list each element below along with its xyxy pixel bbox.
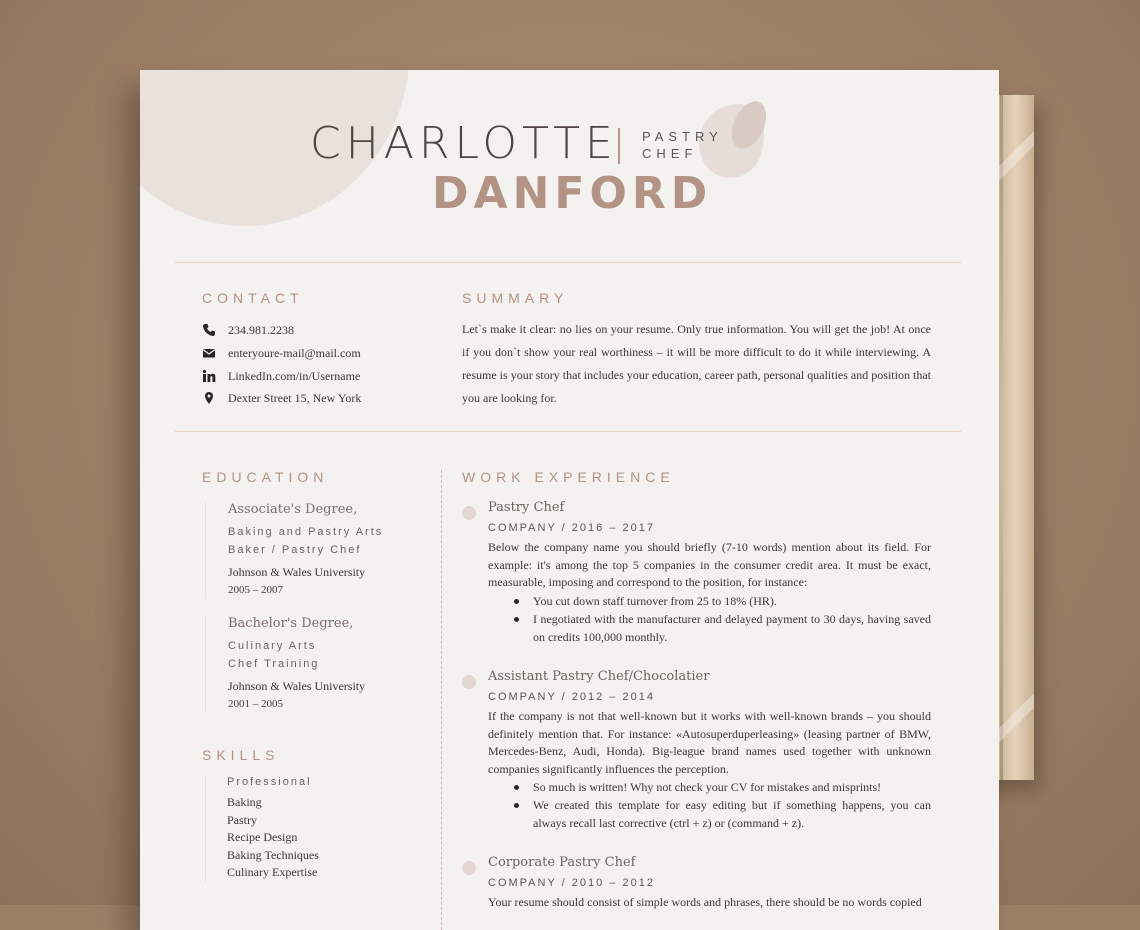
wood-board-highlight	[998, 95, 1034, 780]
divider-top	[175, 262, 961, 263]
education-school: Johnson & Wales University	[228, 679, 366, 693]
contact-linkedin-text: LinkedIn.com/in/Username	[228, 368, 361, 383]
contact-address-text: Dexter Street 15, New York	[228, 390, 362, 405]
contact-email-text: enteryoure-mail@mail.com	[228, 345, 361, 360]
skill-item: Pastry	[227, 812, 257, 827]
job-title: PASTRY CHEF	[642, 129, 723, 161]
mail-icon	[202, 346, 216, 360]
education-entry-1	[205, 502, 383, 599]
education-degree: Associate's Degree,	[228, 502, 358, 517]
location-pin-icon	[202, 391, 216, 405]
education-heading: EDUCATION	[202, 469, 329, 485]
job-entry-3	[462, 855, 931, 912]
job-bullets	[488, 778, 931, 832]
education-field: Chef Training	[228, 658, 320, 670]
contact-heading: CONTACT	[202, 290, 304, 306]
skill-item: Culinary Expertise	[227, 865, 318, 879]
job-bullet-dot	[462, 506, 476, 520]
education-years: 2001 – 2005	[228, 698, 283, 710]
job-bullet-item: So much is written! Why not check your CV for mistakes and misprints!	[533, 778, 931, 796]
work-heading: WORK EXPERIENCE	[462, 469, 675, 485]
first-name: CHARLOTTE	[310, 118, 618, 169]
job-bullets	[488, 592, 931, 646]
job-description: Your resume should consist of simple words and phrases, there should be no words copied	[488, 895, 922, 909]
job-description: Below the company name you should briefly (7-10 words) mention about its field. For example: it's among the top 5 companies in the consumer credit area. It must be exact, measurable, imposing and correspond to the position, for instance:	[488, 540, 931, 589]
job-bullet-item: I negotiated with the manufacturer and delayed payment to 30 days, having saved on credits 100,000 monthly.	[533, 611, 931, 644]
contact-linkedin	[202, 366, 360, 386]
contact-phone	[202, 320, 294, 340]
skills-category: Professional	[227, 776, 312, 788]
job-bullet-dot	[462, 861, 476, 875]
contact-email	[202, 343, 361, 363]
education-field: Culinary Arts	[228, 640, 317, 652]
name-divider	[618, 128, 620, 164]
education-years: 2005 – 2007	[228, 584, 283, 596]
job-meta: COMPANY / 2016 – 2017	[488, 522, 655, 534]
linkedin-icon	[202, 369, 216, 383]
job-title: Pastry Chef	[488, 500, 565, 515]
column-divider	[441, 470, 442, 930]
job-description: If the company is not that well-known but it works with well-known brands – you should definitely mention that. For instance: «Autosuperduperleasing» (leasing partner of BMW, Mercedes-Benz, Audi, Honda). Big-league brand names used together with unknown companies significantly influences the perception.	[488, 709, 931, 776]
skills-list	[205, 776, 319, 882]
education-degree: Bachelor's Degree,	[228, 616, 354, 631]
contact-address	[202, 388, 361, 408]
education-field: Baker / Pastry Chef	[228, 544, 362, 556]
resume-page	[140, 70, 999, 930]
phone-icon	[202, 323, 216, 337]
job-title: Corporate Pastry Chef	[488, 855, 636, 870]
education-field: Baking and Pastry Arts	[228, 526, 384, 538]
skill-item: Recipe Design	[227, 830, 298, 844]
job-title: Assistant Pastry Chef/Chocolatier	[488, 669, 710, 684]
summary-heading: SUMMARY	[462, 290, 569, 306]
divider-middle	[175, 431, 961, 432]
job-entry-1	[462, 500, 931, 646]
job-bullet-item: We created this template for easy editing but if something happens, you can always recall last corrective (ctrl + z) or (command + z).	[533, 798, 931, 830]
education-school: Johnson & Wales University	[228, 565, 366, 579]
skill-item: Baking	[227, 795, 262, 809]
job-entry-2	[462, 669, 931, 832]
job-meta: COMPANY / 2012 – 2014	[488, 691, 655, 703]
skills-heading: SKILLS	[202, 747, 280, 763]
contact-phone-text: 234.981.2238	[228, 322, 294, 337]
job-bullet-dot	[462, 675, 476, 689]
summary-text: Let`s make it clear: no lies on your resume. Only true information. You will get the job! At once if you don`t show your real worthiness – it will be more difficult to do it while interviewing. A resume is your story that includes your education, career path, personal qualities and position that you are looking for.	[462, 322, 931, 405]
job-meta: COMPANY / 2010 – 2012	[488, 877, 655, 889]
last-name: DANFORD	[432, 168, 713, 219]
education-entry-2	[205, 616, 365, 713]
job-bullet-item: You cut down staff turnover from 25 to 18% (HR).	[533, 592, 931, 610]
skill-item: Baking Techniques	[227, 847, 319, 862]
